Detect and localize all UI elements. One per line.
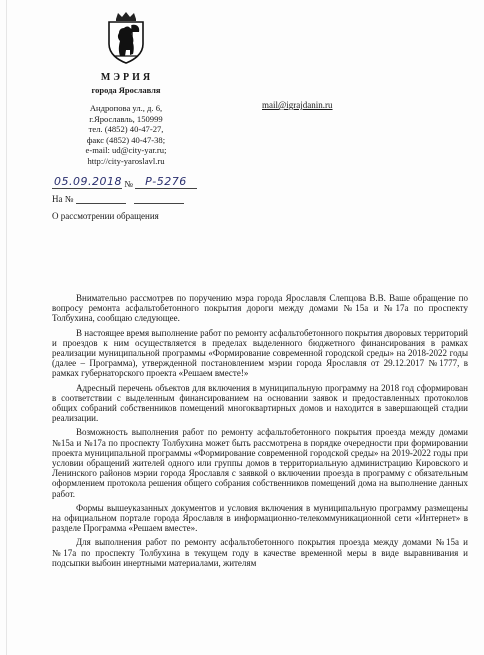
org-name: МЭРИЯ (100, 72, 154, 83)
contact-fax: факс (4852) 40-47-38; (86, 134, 166, 145)
contact-city-zip: г.Ярославль, 150999 (89, 113, 163, 124)
number-label: № (124, 179, 133, 189)
ref-number-field (134, 193, 184, 204)
registration-line (52, 177, 197, 189)
contact-address: Андропова ул., д. 6, (89, 103, 163, 113)
ref-label: На № (52, 194, 74, 204)
letter-subject: О рассмотрении обращения (52, 211, 159, 221)
body-paragraph: Возможность выполнения работ по ремонту асфальтобетонного покрытия проезда между домами №15а и №17а по проспекту Толбухина может быть рассмотрена в порядке очередности при формировании проекта муниципальной программы «Формирование современной городской среды» на 2019-2022 годы при условии обращений жителей одного или группы домов в территориальную администрацию Кировского и Ленинского районов мэрии города Ярославля с заявкой о включении проезда в программу с обязательным оформлением протокола решения общего собрания собственников помещений дома на выполнение данных работ. (52, 427, 468, 499)
body-paragraph: Формы вышеуказанных документов и условия включения в муниципальную программу размещены на официальном портале города Ярославля в информационно-телекоммуникационной сети «Интернет» в разделе Программа «Решаем вместе». (52, 502, 468, 534)
contact-email[interactable]: e-mail: ud@city-yar.ru; (85, 145, 167, 156)
org-city: города Ярославля (91, 85, 161, 95)
number-field (135, 177, 197, 189)
body-paragraph: Адресный перечень объектов для включения в муниципальную программу на 2018 год сформирован в соответствии с выделенным финансированием на основании заявок и предоставленных протоколов общих собраний собственников помещений многоквартирных домов и находится в завершающей стадии реализации. (52, 382, 468, 424)
body-paragraph: Для выполнения работ по ремонту асфальтобетонного покрытия проезда между домами №15а и №17а по проспекту Толбухина в текущем году в качестве временной меры в виде выравнивания и подсыпки выбоин инертными материалами, жителям (52, 537, 468, 568)
page-edge-shadow (6, 0, 7, 655)
contact-website[interactable]: http://city-yaroslavl.ru (87, 155, 165, 166)
ref-date-field (76, 193, 126, 204)
recipient-email[interactable]: mail@igrajdanin.ru (262, 100, 333, 110)
bear-coat-of-arms-icon (106, 12, 146, 64)
org-contacts (60, 103, 192, 167)
letter-body (52, 293, 468, 572)
date-handwritten: 05.09.2018 (54, 175, 122, 188)
contact-phone: тел. (4852) 40-47-27, (88, 124, 164, 135)
body-paragraph: Внимательно рассмотрев по поручению мэра города Ярославля Слепцова В.В. Ваше обращение по вопросу ремонта асфальтобетонного покрытия дороги между домами №15а и №17а по проспекту Толбухина, сообщаю следующее. (52, 293, 468, 324)
body-paragraph: В настоящее время выполнение работ по ремонту асфальтобетонного покрытия дворовых территорий и проездов к ним осуществляется в пределах выделенного бюджетного финансирования в рамках реализации муниципальной программы «Формирование современной городской среды» на 2018-2022 годы (далее – Программа), утвержденной постановлением мэрии города Ярославля от 29.12.2017 №1777, в рамках губернаторского проекта «Решаем вместе!» (52, 327, 468, 379)
date-field (52, 177, 122, 189)
number-handwritten: Р-5276 (145, 175, 187, 188)
reference-line (52, 193, 184, 204)
